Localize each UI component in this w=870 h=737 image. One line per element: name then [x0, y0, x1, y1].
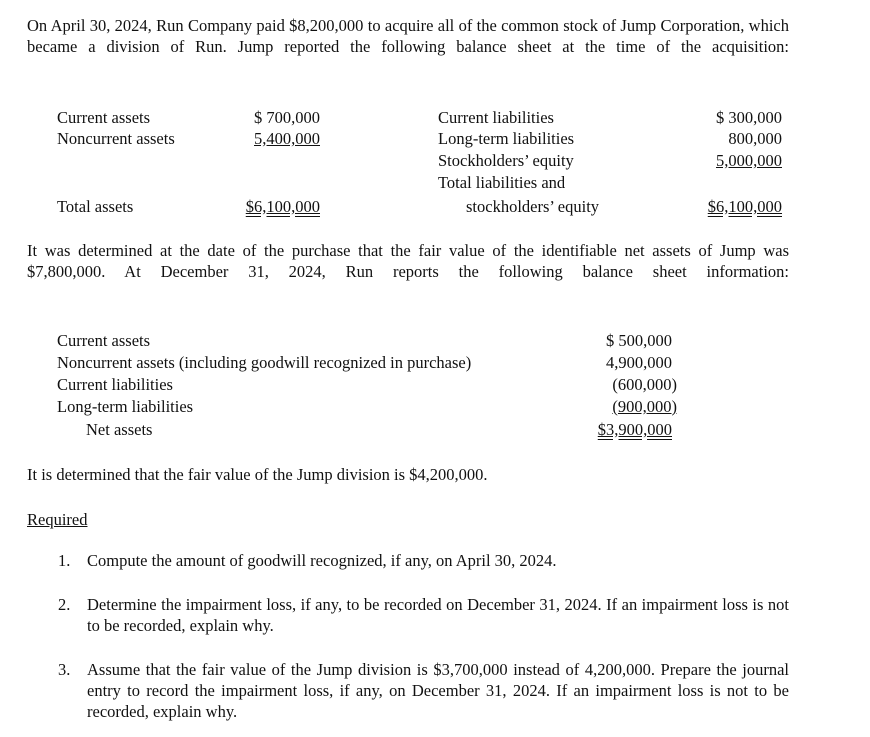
bs1-current-liabilities-value: $ 300,000 — [716, 108, 782, 127]
bs1-noncurrent-assets-value: 5,400,000 — [254, 129, 320, 148]
intro-paragraph: On April 30, 2024, Run Company paid $8,200,000 to acquire all of the common stock of Jump Corporation, which became a division of Run. Jump reported the following balance sheet at the time of the acquisition: — [27, 16, 789, 56]
question-item — [27, 659, 789, 722]
question-item — [27, 594, 789, 636]
bs1-total-liab-value: $6,100,000 — [707, 197, 782, 216]
bs2-noncurrent-assets-label: Noncurrent assets (including goodwill recognized in purchase) — [57, 353, 472, 372]
question-text: Determine the impairment loss, if any, to be recorded on December 31, 2024. If an impairment loss is not to be recorded, explain why. — [87, 595, 789, 635]
bs1-long-term-liabilities-label: Long-term liabilities — [438, 129, 575, 148]
questions-list — [27, 550, 789, 722]
bs1-total-liab-label-line2: stockholders’ equity — [466, 197, 600, 216]
bs1-stockholders-equity-label: Stockholders’ equity — [438, 151, 574, 170]
bs1-current-assets-label: Current assets — [57, 108, 151, 127]
bs2-net-assets-value: $3,900,000 — [597, 420, 672, 439]
bs2-current-assets-label: Current assets — [57, 331, 151, 350]
bs2-current-assets-value: $ 500,000 — [606, 331, 672, 350]
question-text: Compute the amount of goodwill recognized, if any, on April 30, 2024. — [87, 551, 557, 570]
bs1-total-assets-label: Total assets — [57, 197, 134, 216]
bs2-long-term-liabilities-value: (900,000) — [612, 397, 677, 416]
bs1-current-liabilities-label: Current liabilities — [438, 108, 554, 127]
bs2-noncurrent-assets-value: 4,900,000 — [606, 353, 672, 372]
question-text: Assume that the fair value of the Jump division is $3,700,000 instead of 4,200,000. Prepare the journal entry to record the impairment loss, if any, on December 31, 2024. If an impairment loss is not to be recorded, explain why. — [87, 660, 789, 721]
bs2-long-term-liabilities-label: Long-term liabilities — [57, 397, 194, 416]
bs2-current-liabilities-label: Current liabilities — [57, 375, 173, 394]
question-number: 2. — [58, 595, 71, 614]
question-item — [27, 550, 789, 571]
bs1-long-term-liabilities-value: 800,000 — [728, 129, 782, 148]
required-heading: Required — [27, 510, 88, 529]
bs1-total-assets-value: $6,100,000 — [245, 197, 320, 216]
division-fair-value-text: It is determined that the fair value of the Jump division is $4,200,000. — [27, 465, 488, 484]
bs1-total-liab-label-line1: Total liabilities and — [438, 173, 566, 192]
question-number: 3. — [58, 660, 71, 679]
question-number: 1. — [58, 551, 71, 570]
bs2-net-assets-label: Net assets — [86, 420, 153, 439]
bs1-stockholders-equity-value: 5,000,000 — [716, 151, 782, 170]
bs1-current-assets-value: $ 700,000 — [254, 108, 320, 127]
bs1-noncurrent-assets-label: Noncurrent assets — [57, 129, 175, 148]
bs2-current-liabilities-value: (600,000) — [612, 375, 677, 394]
fair-value-paragraph: It was determined at the date of the purchase that the fair value of the identifiable net assets of Jump was $7,800,000. At December 31, 2024, Run reports the following balance sheet information: — [27, 241, 789, 281]
